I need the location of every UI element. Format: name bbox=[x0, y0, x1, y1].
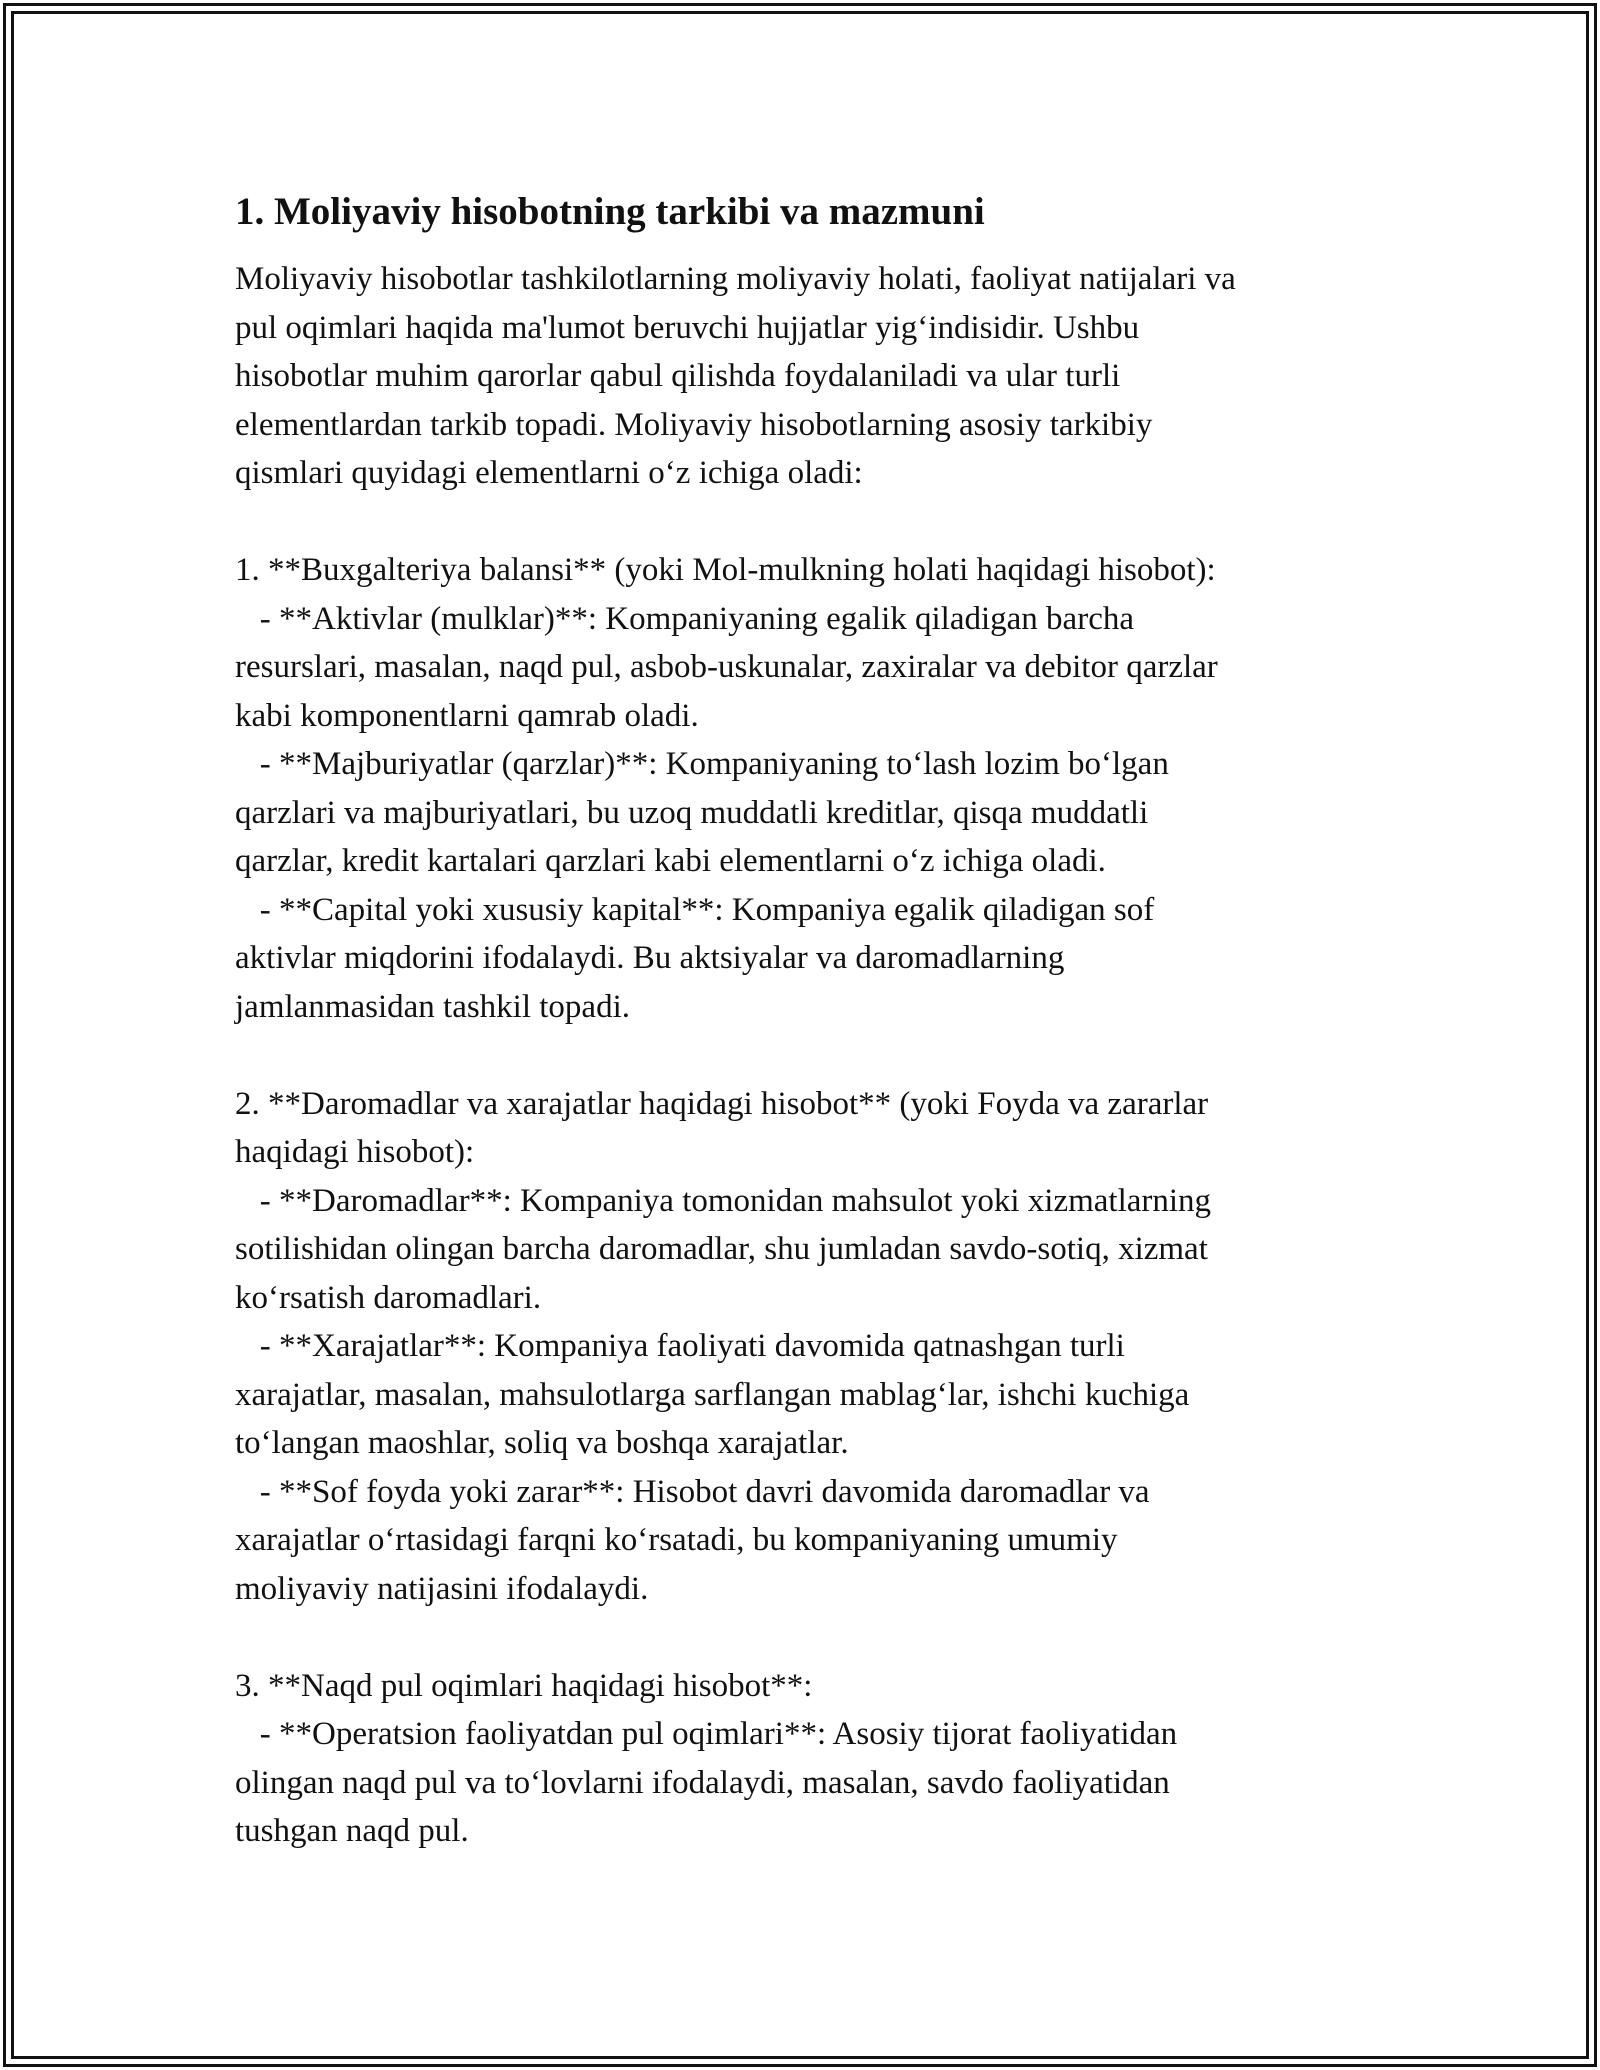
document-body bbox=[235, 186, 1375, 1856]
section-2-item-expenses: - **Xarajatlar**: Kompaniya faoliyati davomida qatnashgan turli xarajatlar, masalan, mahsulotlarga sarflangan mablag‘lar, ishchi kuchiga to‘langan maoshlar, soliq va boshqa xarajatlar. bbox=[235, 1328, 1190, 1461]
section-1-item-assets: - **Aktivlar (mulklar)**: Kompaniyaning egalik qiladigan barcha resurslari, masalan, naqd pul, asbob-uskunalar, zaxiralar va debitor qarzlar kabi komponentlarni qamrab oladi. bbox=[235, 600, 1218, 734]
paragraph-gap bbox=[235, 1613, 1375, 1662]
section-3-item-operating-cashflow: - **Operatsion faoliyatdan pul oqimlari**: Asosiy tijorat faoliyatidan olingan naqd pul va to‘lovlarni ifodalaydi, masalan, savdo faoliyatidan tushgan naqd pul. bbox=[235, 1716, 1178, 1849]
paragraph-gap bbox=[235, 498, 1375, 547]
section-1-item-liabilities: - **Majburiyatlar (qarzlar)**: Kompaniyaning to‘lash lozim bo‘lgan qarzlari va majburiyatlari, bu uzoq muddatli kreditlar, qisqa muddatli qarzlar, kredit kartalari qarzlari kabi elementlarni o‘z ichiga oladi. bbox=[235, 746, 1169, 879]
section-2-heading: 2. **Daromadlar va xarajatlar haqidagi hisobot** (yoki Foyda va zararlar haqidagi hisobot): bbox=[235, 1085, 1209, 1170]
section-1-heading: 1. **Buxgalteriya balansi** (yoki Mol-mulkning holati haqidagi hisobot): bbox=[235, 552, 1216, 588]
intro-paragraph: Moliyaviy hisobotlar tashkilotlarning moliyaviy holati, faoliyat natijalari va pul oqimlari haqida ma'lumot beruvchi hujjatlar yig‘indisidir. Ushbu hisobotlar muhim qarorlar qabul qilishda foydalaniladi va ular turli elementlardan tarkib topadi. Moliyaviy hisobotlarning asosiy tarkibiy qismlari quyidagi elementlarni o‘z ichiga oladi: bbox=[235, 261, 1236, 491]
section-3-heading: 3. **Naqd pul oqimlari haqidagi hisobot**: bbox=[235, 1667, 813, 1704]
paragraph-gap bbox=[235, 1031, 1375, 1080]
document-title: 1. Moliyaviy hisobotning tarkibi va mazmuni bbox=[235, 190, 985, 233]
section-2-item-net-profit: - **Sof foyda yoki zarar**: Hisobot davri davomida daromadlar va xarajatlar o‘rtasidagi farqni ko‘rsatadi, bu kompaniyaning umumiy moliyaviy natijasini ifodalaydi. bbox=[235, 1473, 1150, 1607]
section-1-item-capital: - **Capital yoki xususiy kapital**: Kompaniya egalik qiladigan sof aktivlar miqdorini ifodalaydi. Bu aktsiyalar va daromadlarning jamlanmasidan tashkil topadi. bbox=[235, 891, 1155, 1025]
section-2-item-revenues: - **Daromadlar**: Kompaniya tomonidan mahsulot yoki xizmatlarning sotilishidan olingan barcha daromadlar, shu jumladan savdo-sotiq, xizmat ko‘rsatish daromadlari. bbox=[235, 1182, 1212, 1316]
